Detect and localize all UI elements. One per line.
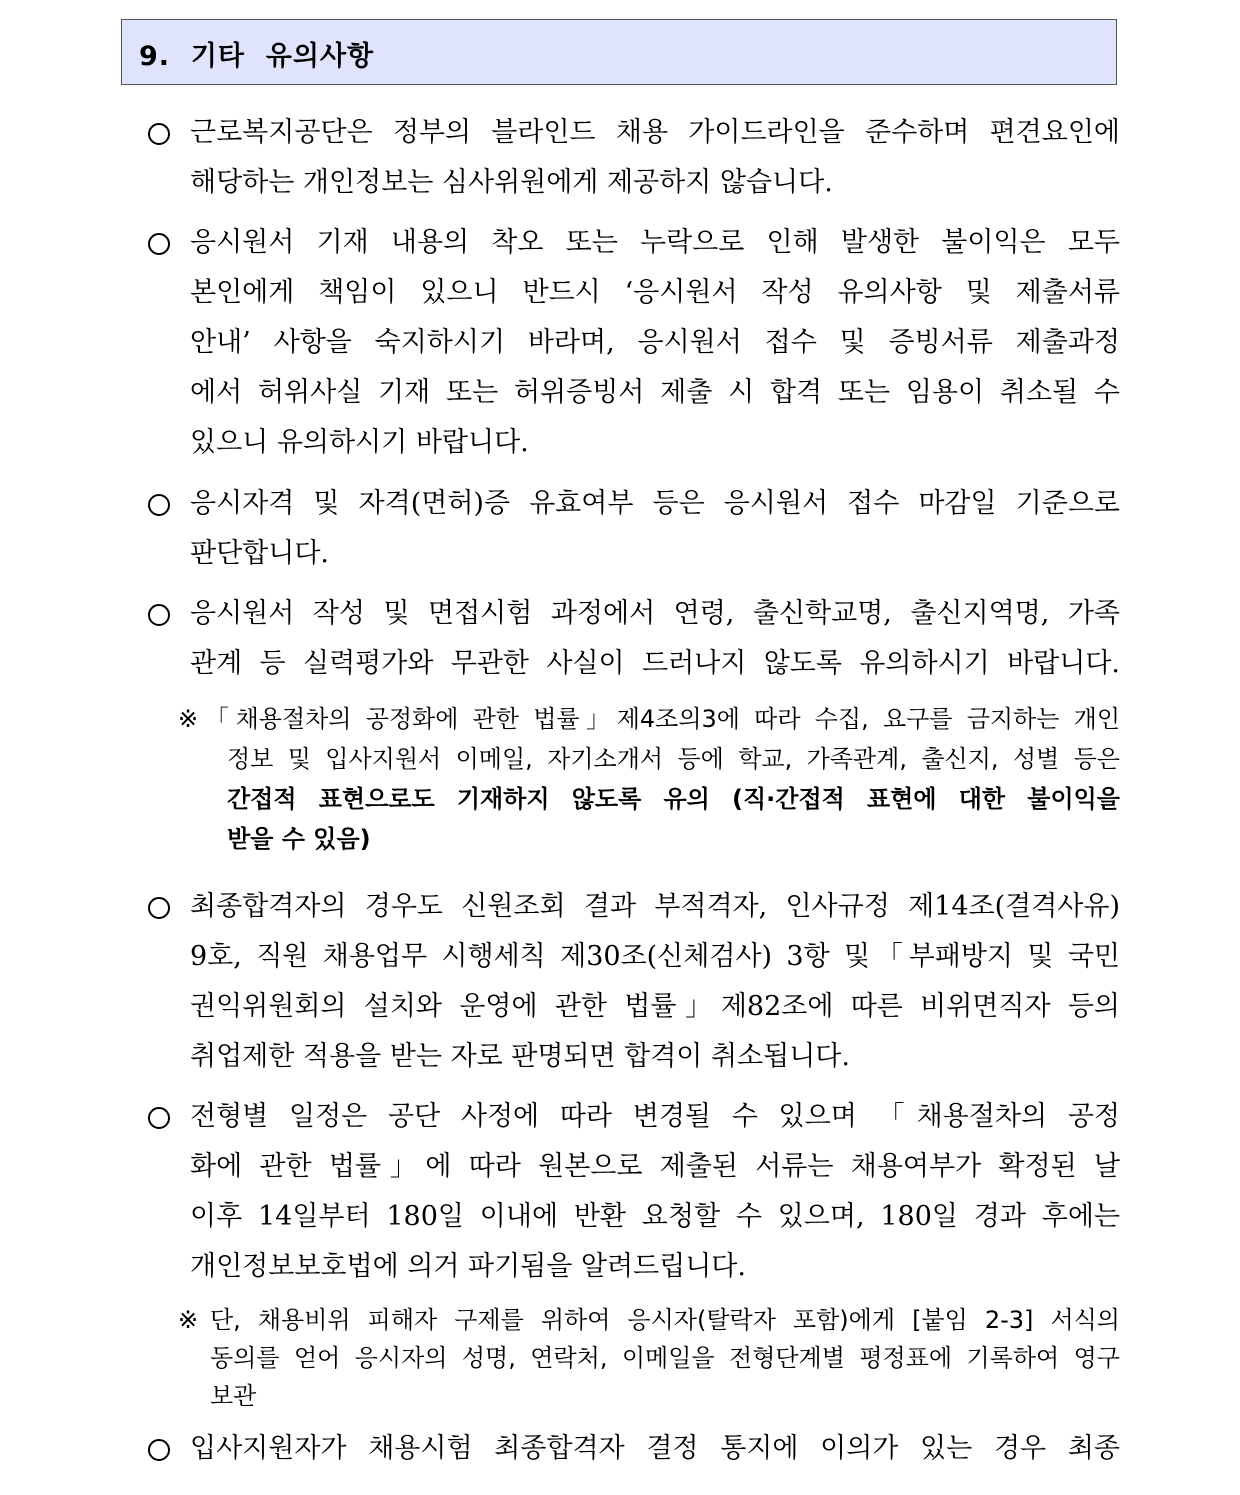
note-line: 단, 채용비위 피해자 구제를 위하여 응시자(탈락자 포함)에게 [붙임 2-3] 서식의 [210,1306,1120,1334]
paragraph-line: 개인정보보호법에 의거 파기됨을 알려드립니다. [190,1251,746,1282]
section-title: 9. 기타 유의사항 [139,41,375,72]
paragraph-line: 권익위원회의 설치와 운영에 관한 법률」제82조에 따른 비위면직자 등의 [190,991,1120,1022]
bullet-icon [148,604,170,626]
bullet-icon [148,897,170,919]
note-line: 받을 수 있음) [227,825,371,853]
paragraph-line: 판단합니다. [190,538,329,569]
paragraph-line: 입사지원자가 채용시험 최종합격자 결정 통지에 이의가 있는 경우 최종 [190,1433,1120,1464]
paragraph-line: 응시원서 기재 내용의 착오 또는 누락으로 인해 발생한 불이익은 모두 [190,227,1120,258]
note-line: 정보 및 입사지원서 이메일, 자기소개서 등에 학교, 가족관계, 출신지, 성별 등은 [227,745,1120,773]
paragraph-line: 응시자격 및 자격(면허)증 유효여부 등은 응시원서 접수 마감일 기준으로 [190,488,1120,519]
note-mark: ※ [178,1306,199,1334]
paragraph-line: 전형별 일정은 공단 사정에 따라 변경될 수 있으며 「채용절차의 공정 [190,1101,1120,1132]
paragraph-line: 화에 관한 법률」에 따라 원본으로 제출된 서류는 채용여부가 확정된 날 [190,1151,1120,1182]
paragraph-line: 에서 허위사실 기재 또는 허위증빙서 제출 시 합격 또는 임용이 취소될 수 [190,377,1120,408]
bullet-icon [148,1107,170,1129]
paragraph-line: 취업제한 적용을 받는 자로 판명되면 합격이 취소됩니다. [190,1041,850,1072]
note-line: 동의를 얻어 응시자의 성명, 연락처, 이메일을 전형단계별 평정표에 기록하여 영구 [210,1344,1120,1372]
note-line: 간접적 표현으로도 기재하지 않도록 유의 (직·간접적 표현에 대한 불이익을 [227,785,1120,813]
bullet-icon [148,233,170,255]
bullet-icon [148,123,170,145]
bullet-icon [148,494,170,516]
bullet-icon [148,1439,170,1461]
paragraph-line: 응시원서 작성 및 면접시험 과정에서 연령, 출신학교명, 출신지역명, 가족 [190,598,1120,629]
paragraph-line: 있으니 유의하시기 바랍니다. [190,427,529,458]
paragraph-line: 본인에게 책임이 있으니 반드시 ‘응시원서 작성 유의사항 및 제출서류 [190,277,1120,308]
paragraph-line: 안내’ 사항을 숙지하시기 바라며, 응시원서 접수 및 증빙서류 제출과정 [190,327,1120,358]
note-line: 보관 [210,1382,257,1410]
paragraph-line: 해당하는 개인정보는 심사위원에게 제공하지 않습니다. [190,167,833,198]
paragraph-line: 최종합격자의 경우도 신원조회 결과 부적격자, 인사규정 제14조(결격사유) [190,891,1120,922]
paragraph-line: 9호, 직원 채용업무 시행세칙 제30조(신체검사) 3항 및「부패방지 및 국민 [190,941,1120,972]
note-mark: ※ [178,705,199,733]
section-header [121,19,1117,85]
paragraph-line: 근로복지공단은 정부의 블라인드 채용 가이드라인을 준수하며 편견요인에 [190,117,1120,148]
note-line: 「채용절차의 공정화에 관한 법률」제4조의3에 따라 수집, 요구를 금지하는 개인 [205,705,1120,733]
paragraph-line: 이후 14일부터 180일 이내에 반환 요청할 수 있으며, 180일 경과 후에는 [190,1201,1120,1232]
paragraph-line: 관계 등 실력평가와 무관한 사실이 드러나지 않도록 유의하시기 바랍니다. [190,648,1120,679]
